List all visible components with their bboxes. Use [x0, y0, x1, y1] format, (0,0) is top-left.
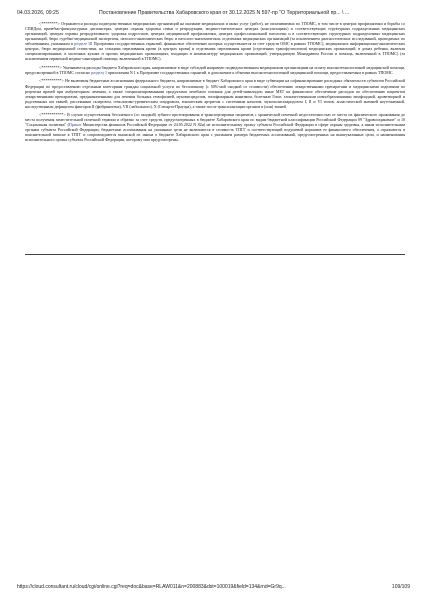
footnote-text-continued: Министерства финансов Российской Федерации от 24.05.2022 N 82н) не исполнительному органу субъекта Российской Федерации в сфере охраны здоровья, а иным исполнительным органам субъекта Российской Федерации, бюджетные ассигнования на указанные цели не включаются в стоимость ТПГГ и соответствующий подушевой норматив ее финансового обеспечения, а отражаются в пояснительной записке к ТПГГ и сопровождаются выпиской из закона о бюджете Хабаровского края с указанием размера бюджетных ассигнований, предусмотренных на вышеуказанные цели, и наименования исполнительного органа субъекта Российской Федерации, которому они предусмотрены. — [25, 122, 405, 143]
footnote-text: <***********> В случае осуществления бесплатного (со скидкой) зубного протезирования и транспортировки пациентов с хронической почечной недостаточностью от места их фактического проживания до места получения заместительной почечной терапии и обратно за счет средств, предусмотренных в бюджете Хабаровского края по видам бюджетной классификации Российской Федерации 09 "Здравоохранение" и 10 "Социальная политика" ( — [25, 112, 405, 128]
footnote-10-asterisks — [25, 78, 405, 108]
document-title: Постановление Правительства Хабаровского края от 30.12.2025 N 597-пр "О Территориальной пр... \ ... — [99, 10, 350, 16]
footnote-9-asterisks — [25, 65, 405, 75]
print-date: 04.03.2026, 09:25 — [17, 10, 59, 16]
print-header — [17, 10, 410, 16]
footnotes-section — [25, 21, 405, 146]
page-counter: 109/109 — [391, 584, 410, 590]
print-footer — [17, 584, 410, 590]
footnote-text-continued: Программы государственных гарантий, финансовое обеспечение которых осуществляется за счет средств ОМС в рамках ТПОМС), медицинских информационно-аналитических центрах, бюро медицинской статистики, на станциях переливания крови (в центрах крови) и отделениях переливания крови (отделениях трансфузиологии) медицинских организаций, в домах ребенка, включая специализированные, в молочных кухнях и прочих медицинских организациях, входящих в номенклатуру медицинских организаций, утверждаемую Минздравом России и помощь, включенной в ТПОМС) (за исключением первичной медико-санитарной помощи, включенной в ТПОМС). — [25, 41, 405, 62]
footnote-text: <*********> Указываются расходы бюджета Хабаровского края, направляемые в виде субсидий напрямую подведомственным медицинским организациям на оплату высокотехнологичной медицинской помощи, предусмотренной в ТПОМС согласно — [25, 64, 405, 75]
footnote-8-asterisks — [25, 21, 405, 61]
section-iii-link[interactable]: разделе III — [74, 41, 93, 47]
order-link[interactable]: Приказ — [68, 122, 82, 128]
footnote-11-asterisks — [25, 112, 405, 142]
footnote-text-continued: приложения N 1 к Программе государственных гарантий, в дополнение к объемам высокотехнологичной медицинской помощи, предоставляемым в рамках ТПОМС. — [106, 69, 394, 75]
footnote-text: <********> Отражаются расходы подведомственных медицинских организаций на оказание медицинских и иных услуг (работ), не оплачиваемых по ТПОМС, в том числе в центрах профилактики и борьбы со СПИДом, врачебно-физкультурных диспансерах, центрах охраны здоровья семьи и репродукции, медико-генетических центрах (консультациях) и соответствующих структурных подразделениях медицинских организаций, центрах охраны репродуктивного здоровья подростков, центрах медицинской профилактики, центрах профессиональной патологии и в соответствующих структурных подразделениях медицинских организаций, бюро судебно-медицинской экспертизы, патолого-анатомических бюро и патолого-анатомических отделениях медицинских организаций (за исключением диагностических исследований, проводимых по заболеваниям, указанным в — [25, 21, 405, 47]
section-i-link[interactable]: разделу I — [91, 69, 107, 75]
footnote-text: <**********> Не включены бюджетные ассигнования федерального бюджета, направляемые в бюджет Хабаровского края в виде субвенции на софинансирование расходных обязательств субъектов Российской Федерации по предоставлению отдельным категориям граждан социальной услуги по бесплатному (с 50%-ной скидкой со стоимости) обеспечению лекарственными препаратами и медицинскими изделиями по рецептам врачей при амбулаторном лечении, а также специализированными продуктами лечебного питания для детей-инвалидов; иные МБТ на финансовое обеспечение расходов по обеспечению пациентов лекарственными препаратами, предназначенными для лечения больных гемофилией, муковисцидозом, гипофизарным нанизмом, болезнью Гоше, злокачественными новообразованиями лимфоидной, кроветворной и родственных им тканей, рассеянным склерозом, гемолитико-уремическим синдромом, юношеским артритом с системным началом, мукополисахаридозом I, II и VI типов, апластической анемией неуточненной, наследственным дефицитом факторов II (фибриногена), VII (лабильного), X (Стюарта-Прауэра), а также после трансплантации органов и (или) тканей. — [25, 78, 405, 109]
footnotes-end-rule — [25, 254, 405, 255]
source-url[interactable]: https://cloud.consultant.ru/cloud/cgi/online.cgi?req=doc&base=RLAW011&n=200883&dst=100019&field=134&rnd=Gr9q... — [17, 584, 286, 590]
